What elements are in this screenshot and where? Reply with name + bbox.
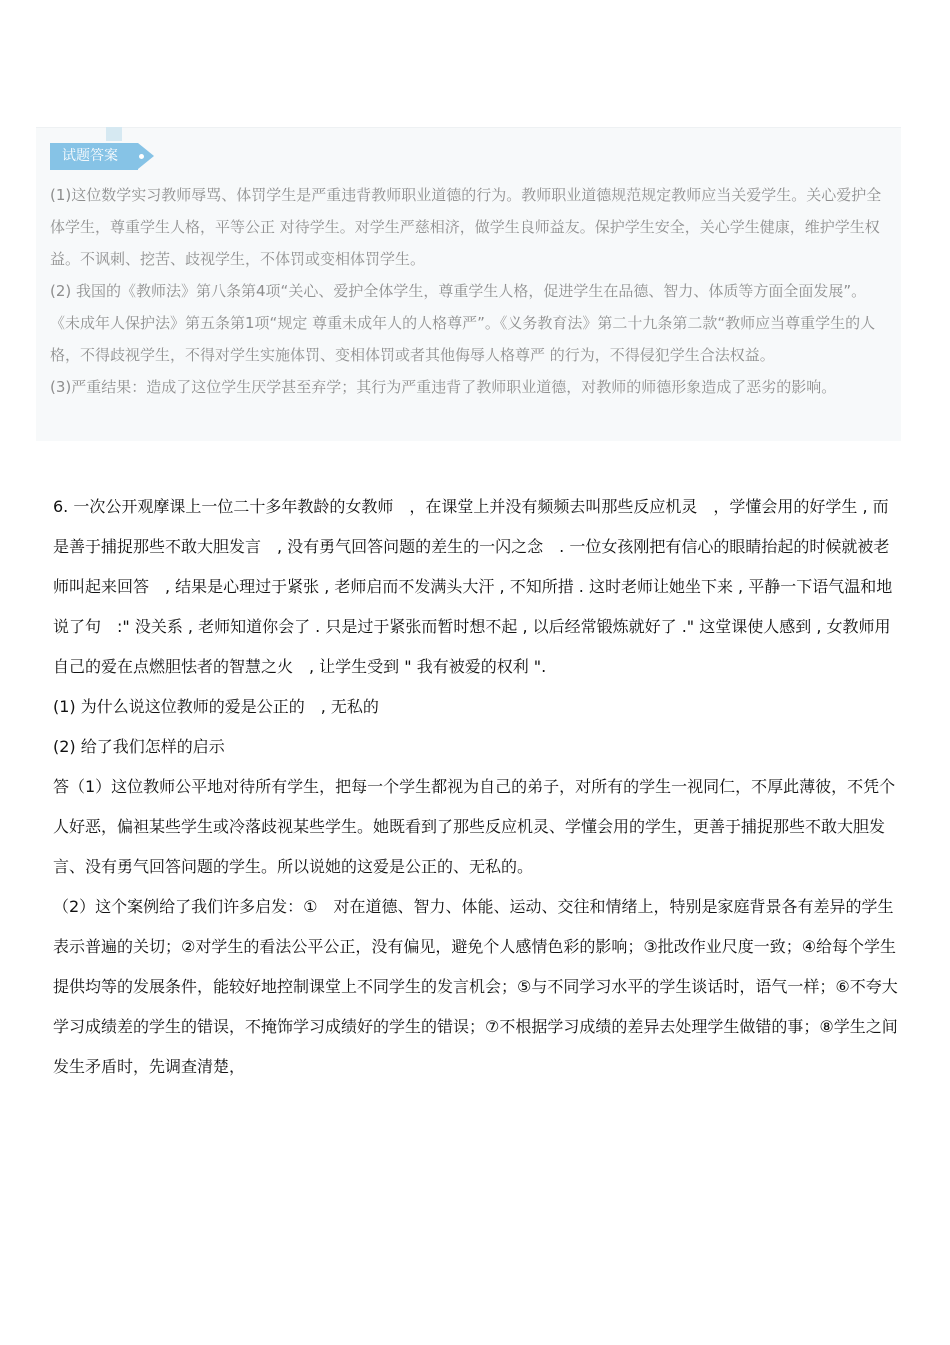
sub-question-1: (1) 为什么说这位教师的爱是公正的 , 无私的 <box>53 697 379 716</box>
answer-panel-text <box>50 179 888 403</box>
tag-dot-icon <box>139 154 144 159</box>
answer-paragraph-2: (2) 我国的《教师法》第八条第4项“关心、爱护全体学生，尊重学生人格，促进学生在品德、智力、体质等方面全面发展”。《未成年人保护法》第五条第1项“规定 尊重未成年人的人格尊严”。《义务教育法》第二十九条第二款“教师应当尊重学生的人格，不得歧视学生，不得对学生实施体罚、变相体罚或者其他侮辱人格尊严 的行为，不得侵犯学生合法权益。 <box>50 282 876 364</box>
question-section <box>53 487 898 1087</box>
question-stem: 6. 一次公开观摩课上一位二十多年教龄的女教师 ，在课堂上并没有频频去叫那些反应机灵 ，学懂会用的好学生 , 而是善于捕捉那些不敢大胆发言 , 没有勇气回答问题的差生的一闪之念 . 一位女孩刚把有信心的眼睛抬起的时候就被老师叫起来回答 , 结果是心理过于紧张 , 老师启而不发满头大汗 , 不知所措 . 这时老师让她坐下来 , 平静一下语气温和地说了句 :" 没关系 , 老师知道你会了 . 只是过于紧张而暂时想不起 , 以后经常锻炼就好了 ." 这堂课使人感到 , 女教师用自己的爱在点燃胆怯者的智慧之火 , 让学生受到 " 我有被爱的权利 ". <box>53 497 893 676</box>
answer-part-1: 答（1）这位教师公平地对待所有学生，把每一个学生都视为自己的弟子，对所有的学生一视同仁，不厚此薄彼，不凭个人好恶，偏袒某些学生或冷落歧视某些学生。她既看到了那些反应机灵、学懂会用的学生，更善于捕捉那些不敢大胆发言、没有勇气回答问题的学生。所以说她的这爱是公正的、无私的。 <box>53 777 896 876</box>
answer-part-2: （2）这个案例给了我们许多启发：① 对在道德、智力、体能、运动、交往和情绪上，特别是家庭背景各有差异的学生表示普遍的关切；②对学生的看法公平公正，没有偏见，避免个人感情色彩的影响；③批改作业尺度一致；④给每个学生提供均等的发展条件，能较好地控制课堂上不同学生的发言机会；⑤与不同学习水平的学生谈话时，语气一样；⑥不夸大学习成绩差的学生的错误，不掩饰学习成绩好的学生的错误；⑦不根据学习成绩的差异去处理学生做错的事；⑧学生之间发生矛盾时，先调查清楚， <box>53 897 898 1076</box>
answer-tag-label: 试题答案 <box>62 148 118 164</box>
answer-tag <box>50 143 138 170</box>
answer-paragraph-1: (1)这位数学实习教师辱骂、体罚学生是严重违背教师职业道德的行为。教师职业道德规范规定教师应当关爱学生。关心爱护全体学生，尊重学生人格，平等公正 对待学生。对学生严慈相济，做学生良师益友。保护学生安全，关心学生健康，维护学生权益。不讽刺、挖苦、歧视学生，不体罚或变相体罚学生。 <box>50 186 882 268</box>
panel-corner-decoration <box>106 127 122 141</box>
answer-paragraph-3: (3)严重结果：造成了这位学生厌学甚至弃学；其行为严重违背了教师职业道德，对教师的师德形象造成了恶劣的影响。 <box>50 378 837 396</box>
sub-question-2: (2) 给了我们怎样的启示 <box>53 737 225 756</box>
